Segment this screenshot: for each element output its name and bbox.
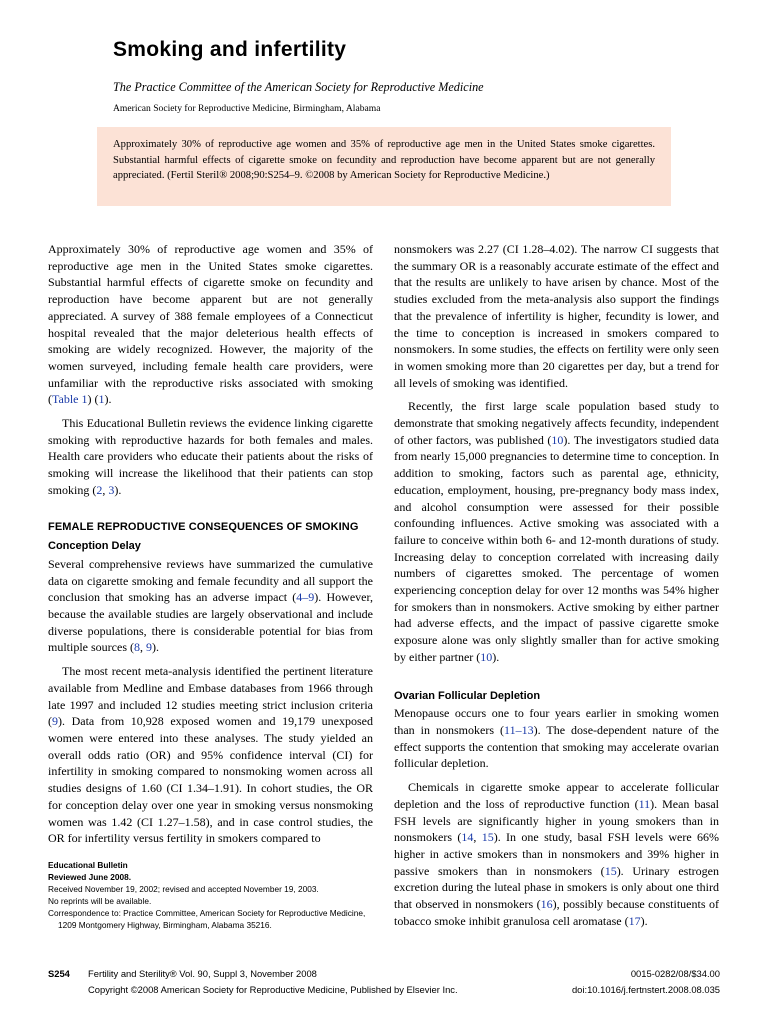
text: ,: [473, 830, 482, 845]
text: ).: [640, 913, 648, 928]
reference-link[interactable]: 3: [108, 482, 115, 497]
reference-link[interactable]: 2: [96, 482, 103, 497]
paragraph: nonsmokers was 2.27 (CI 1.28–4.02). The narrow CI suggests that the summary OR is a reasonably accurate estimate of the effect and that the results are unlikely to have arisen by chance. Most of the studies excluded from the meta-analysis also support the findings that the prevalence of infertility is higher, fecundity is lower, and the time to conception is increased in smokers compared to nonsmokers. In some studies, the effects on fertility were only seen in women smoking more than 20 cigarettes per day, but a trend for all levels of smoking was identified.: [394, 242, 719, 390]
paragraph: [394, 779, 719, 929]
reference-link[interactable]: 9: [52, 714, 58, 729]
journal-citation: Fertility and Sterility® Vol. 90, Suppl 3, November 2008: [88, 968, 317, 979]
subsection-heading: Conception Delay: [48, 540, 141, 553]
article-affiliation: American Society for Reproductive Medicine, Birmingham, Alabama: [113, 103, 381, 114]
reference-link[interactable]: 17: [628, 913, 641, 928]
abstract-box: [97, 127, 671, 206]
table-link[interactable]: Table 1: [52, 392, 88, 407]
text: Menopause occurs one to four years earlier in smoking women than in nonsmokers (: [394, 706, 719, 737]
reference-link[interactable]: 4–9: [296, 590, 315, 605]
issn: 0015-0282/08/$34.00: [630, 968, 720, 979]
reference-link[interactable]: 8: [133, 640, 140, 655]
reference-link[interactable]: 14: [461, 830, 474, 845]
text: ) (: [87, 392, 99, 407]
text: ,: [102, 482, 109, 497]
text: Approximately 30% of reproductive age women and 35% of reproductive age men in the United States smoke cigarettes. Substantial harmful effects of cigarette smoke on fecundity and reproduction have become apparent but are not generally appreciated. A survey of 388 female employees of a Connecticut hospital revealed that the major deleterious health effects of smoking are widely recognized. However, the majority of the women surveyed, including female health care providers, were unfamiliar with the reproductive risks associated with smoking (: [48, 242, 373, 407]
text: ). The investigators studied data from nearly 15,000 pregnancies to determine time to conception. In addition to smoking, factors such as parental age, ethnicity, education, employment, housing, pre-pregnancy body mass index, and alcohol consumption were assessed for their possible confounding influences. Active smoking was associated with a failure to conceive within both 6- and 12-month durations of study. Increasing delay to conception correlated with increasing daily numbers of cigarettes smoked. The percentage of women experiencing conception delay for over 12 months was 54% higher for smokers than in nonsmokers. Active smoking by either partner had adverse effects, and the impact of passive cigarette smoke exposure alone was only slightly smaller than for active smoking by either partner (: [394, 432, 719, 664]
subsection-heading: Ovarian Follicular Depletion: [394, 689, 541, 702]
reference-link[interactable]: 11–13: [504, 722, 534, 737]
page-footer: [48, 966, 720, 998]
paragraph: [394, 398, 719, 665]
text: ,: [139, 640, 146, 655]
article-title: Smoking and infertility: [113, 38, 347, 61]
paragraph: [48, 556, 373, 656]
footnote-correspondence: Correspondence to: Practice Committee, American Society for Reproductive Medicine, 1209 Montgomery Highway, Birmingham, Alabama 35216.: [48, 908, 366, 930]
text: ). Urinary estrogen excretion during the luteal phase in smokers is only about one third that observed in nonsmokers (: [394, 863, 720, 912]
text: ), possibly because constituents of tobacco smoke inhibit granulosa cell aromatase (: [394, 897, 719, 928]
paragraph: [394, 705, 719, 772]
copyright: Copyright ©2008 American Society for Reproductive Medicine, Published by Elsevier Inc.: [88, 984, 458, 995]
page-number: S254: [48, 968, 70, 979]
reference-link[interactable]: 10: [551, 432, 564, 447]
text: ). In one study, basal FSH levels were 66% higher in active smokers than in nonsmokers and 39% higher in passive smokers than in nonsmokers (: [394, 830, 720, 878]
reference-link[interactable]: 9: [145, 640, 152, 655]
text: ). Mean basal FSH levels are significantly higher in young smokers than in nonsmokers (: [394, 796, 719, 845]
reference-link[interactable]: 1: [98, 392, 105, 407]
reference-link[interactable]: 11: [638, 796, 651, 811]
text: This Educational Bulletin reviews the evidence linking cigarette smoking with reproductive hazards for both females and males. Health care providers who educate their patients about the risks of smoking will increase the likelihood that their patients can stop smoking (: [48, 416, 373, 497]
text: ). However, because the available studies are largely observational and include diverse populations, there is considerable potential for bias from multiple sources (: [48, 590, 373, 655]
reference-link[interactable]: 10: [480, 649, 493, 664]
text: ).: [104, 392, 112, 407]
text: ).: [114, 482, 122, 497]
text: ). Data from 10,928 exposed women and 19,179 unexposed women were entered into these analyses. The study yielded an overall odds ratio (OR) and 95% confidence interval (CI) for infertility in smoking compared to nonsmoking women across all studies designs of 1.60 (CI 1.34–1.91). In cohort studies, the OR for conception delay over one year in smoking versus nonsmoking women was 1.42 (CI 1.27–1.58), and in case control studies, the OR for infertility versus fertility in smokers compared to: [48, 714, 373, 846]
reference-link[interactable]: 15: [604, 863, 617, 878]
article-authors: The Practice Committee of the American Society for Reproductive Medicine: [113, 80, 484, 94]
right-column: [394, 241, 719, 936]
reference-link[interactable]: 15: [481, 830, 494, 845]
text: The most recent meta-analysis identified the pertinent literature available from Medline and Embase databases from 1966 through late 1997 and included 12 studies meeting strict inclusion criteria (: [48, 664, 373, 729]
text: Several comprehensive reviews have summarized the cumulative data on cigarette smoking and female fecundity and all support the conclusion that smoking has an adverse impact (: [48, 556, 373, 605]
reference-link[interactable]: 16: [540, 897, 553, 912]
footnote-received: Received November 19, 2002; revised and accepted November 19, 2003.: [48, 884, 319, 894]
footnote-reprints: No reprints will be available.: [48, 896, 152, 906]
text: ).: [151, 640, 159, 655]
section-heading: FEMALE REPRODUCTIVE CONSEQUENCES OF SMOKING: [48, 520, 359, 533]
footnote-reviewed: Reviewed June 2008.: [48, 872, 132, 882]
text: Recently, the first large scale population based study to demonstrate that smoking negatively affects fecundity, independent of other factors, was published (: [394, 399, 719, 447]
text: Chemicals in cigarette smoke appear to accelerate follicular depletion and the loss of reproductive function (: [394, 780, 719, 811]
paragraph: [48, 241, 373, 408]
left-column: [48, 241, 373, 854]
text: ).: [492, 649, 500, 664]
text: ). The dose-dependent nature of the effect supports the contention that smoking may accelerate ovarian follicular depletion.: [394, 722, 719, 771]
footnote-bulletin-type: Educational Bulletin: [48, 860, 128, 870]
footnotes: [48, 859, 373, 931]
abstract-text: Approximately 30% of reproductive age women and 35% of reproductive age men in the United States smoke cigarettes. Substantial harmful effects of cigarette smoke on fecundity and reproduction have become apparent but are not generally appreciated. (Fertil Steril® 2008;90:S254–9. ©2008 by American Society for Reproductive Medicine.): [113, 139, 655, 181]
paragraph: [48, 415, 373, 499]
doi-link[interactable]: doi:10.1016/j.fertnstert.2008.08.035: [571, 984, 720, 995]
paragraph: [48, 663, 373, 847]
